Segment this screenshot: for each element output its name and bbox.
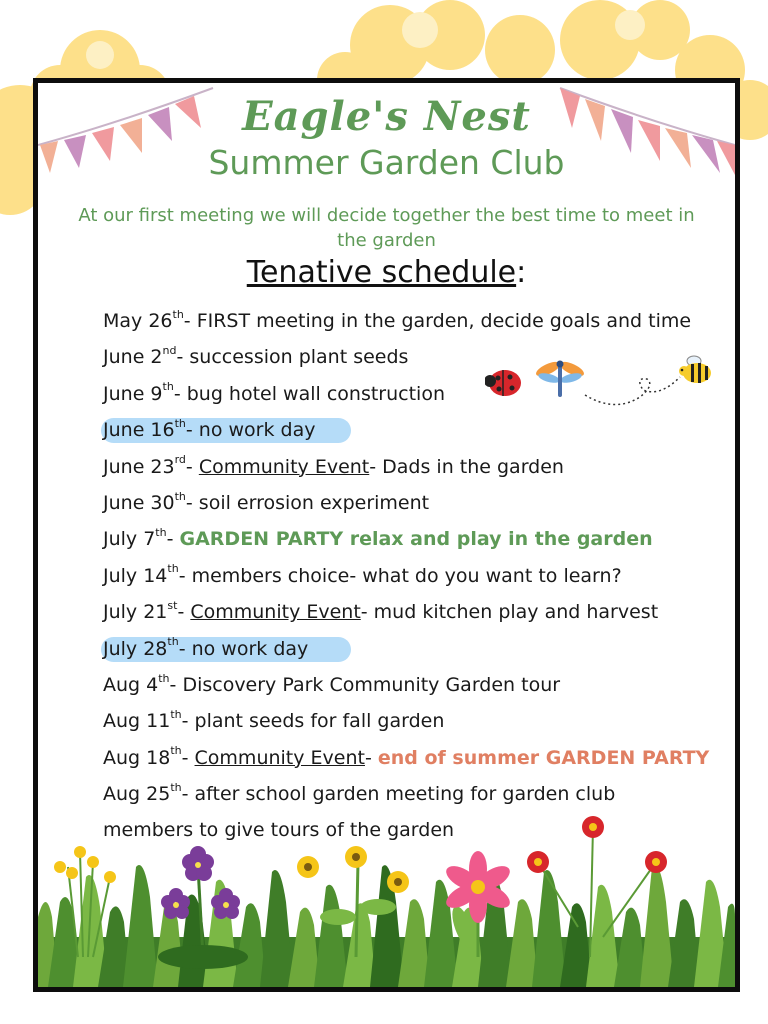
schedule-separator: - [178, 564, 192, 587]
date-ordinal: th [167, 635, 179, 649]
schedule-separator: - [185, 455, 199, 478]
schedule-row [103, 303, 740, 339]
schedule-separator: - [176, 346, 190, 369]
bee-trail [585, 377, 680, 405]
schedule-date: Aug 4 [103, 673, 159, 696]
schedule-date: June 23 [103, 455, 175, 478]
schedule-description: plant seeds for fall garden [194, 710, 445, 733]
schedule-heading-colon: : [516, 255, 527, 290]
schedule-row [103, 521, 740, 557]
date-ordinal: th [172, 307, 184, 321]
schedule-separator: - [185, 419, 199, 442]
schedule-row [103, 631, 740, 667]
schedule-row-text [103, 380, 445, 405]
schedule-row-text [103, 562, 622, 587]
schedule-row-text [103, 346, 408, 368]
schedule-row-text [103, 598, 659, 624]
schedule-description: FIRST meeting in the garden, decide goals and time [196, 310, 692, 332]
date-ordinal: th [170, 780, 182, 794]
schedule-date: June 2 [103, 346, 163, 369]
date-ordinal: th [170, 707, 182, 721]
date-ordinal: nd [162, 344, 177, 358]
schedule-separator: - [169, 673, 183, 696]
schedule-description: succession plant seeds [189, 346, 409, 369]
schedule-description: bug hotel wall construction [186, 382, 445, 405]
date-ordinal: th [174, 489, 186, 503]
schedule-date: June 9 [103, 382, 163, 405]
schedule-row-text [103, 528, 653, 550]
schedule-row-text [103, 707, 445, 733]
schedule-row-text [103, 780, 616, 806]
schedule-row-text [103, 744, 710, 769]
schedule-separator: - [183, 310, 197, 332]
schedule-separator: - [181, 783, 195, 806]
schedule-row-text [103, 416, 316, 442]
schedule-date: July 14 [103, 564, 168, 587]
schedule-heading [38, 255, 735, 290]
date-ordinal: th [174, 416, 186, 430]
schedule-separator: - [181, 710, 195, 733]
schedule-description: no work day [198, 419, 316, 442]
schedule-separator: - [166, 528, 180, 551]
schedule-description: no work day [191, 637, 309, 660]
schedule-date: July 21 [103, 601, 168, 624]
date-ordinal: th [155, 526, 167, 540]
schedule-row [103, 667, 740, 703]
schedule-separator: - [181, 746, 195, 769]
schedule-separator: - [185, 491, 199, 514]
grass-icon [38, 865, 735, 987]
bugs-decoration [485, 345, 715, 415]
date-ordinal: th [170, 744, 182, 758]
schedule-date: July 7 [103, 528, 156, 551]
bee-icon [679, 356, 711, 383]
schedule-description: Discovery Park Community Garden tour [182, 673, 561, 696]
schedule-date: July 28 [103, 637, 168, 660]
schedule-description: - Dads in the garden [369, 455, 564, 478]
schedule-date: Aug 25 [103, 783, 171, 806]
community-event-label: Community Event [194, 746, 365, 769]
schedule-description: - mud kitchen play and harvest [360, 601, 659, 624]
flower-icon [158, 846, 248, 969]
schedule-row [103, 703, 740, 739]
club-name-script: Eagle's Nest [242, 93, 531, 140]
schedule-heading-text: Tenative schedule [246, 255, 517, 290]
schedule-row-text [103, 453, 564, 478]
date-ordinal: rd [174, 453, 186, 467]
date-ordinal: th [167, 562, 179, 576]
date-ordinal: th [162, 380, 174, 394]
community-event-label: Community Event [198, 455, 370, 478]
schedule-separator: - [177, 601, 191, 624]
dragonfly-icon [534, 359, 586, 397]
intro-text: At our first meeting we will decide together the best time to meet in the garden [78, 205, 695, 251]
schedule-emphasis: end of summer GARDEN PARTY [377, 746, 710, 769]
schedule-row [103, 558, 740, 594]
schedule-separator: - [178, 637, 192, 660]
schedule-row [103, 412, 740, 448]
schedule-description: members choice- what do you want to learn? [191, 564, 622, 587]
schedule-row [103, 740, 740, 776]
schedule-row [103, 594, 740, 630]
ladybug-icon [485, 370, 521, 396]
schedule-date: June 16 [103, 419, 175, 442]
schedule-description: - [364, 746, 378, 769]
schedule-date: June 30 [103, 491, 175, 514]
flyer-frame [33, 78, 740, 992]
date-ordinal: th [158, 671, 170, 685]
schedule-row [103, 449, 740, 485]
schedule-row [103, 485, 740, 521]
schedule-row-text [103, 489, 430, 514]
schedule-continuation: members to give tours of the garden [103, 819, 455, 842]
schedule-description: after school garden meeting for garden club [194, 783, 616, 806]
schedule-date: Aug 11 [103, 710, 171, 733]
schedule-date: May 26 [103, 310, 173, 332]
schedule-date: Aug 18 [103, 746, 171, 769]
schedule-row-text [103, 635, 309, 660]
schedule-description: soil errosion experiment [198, 491, 430, 514]
schedule-row-text [103, 307, 692, 332]
schedule-row-text [103, 819, 454, 841]
community-event-label: Community Event [190, 601, 361, 624]
schedule-row-text [103, 671, 561, 696]
page-title: Summer Garden Club [208, 143, 565, 182]
schedule-separator: - [173, 382, 187, 405]
date-ordinal: st [167, 598, 178, 612]
schedule-emphasis: GARDEN PARTY relax and play in the garden [179, 528, 653, 551]
